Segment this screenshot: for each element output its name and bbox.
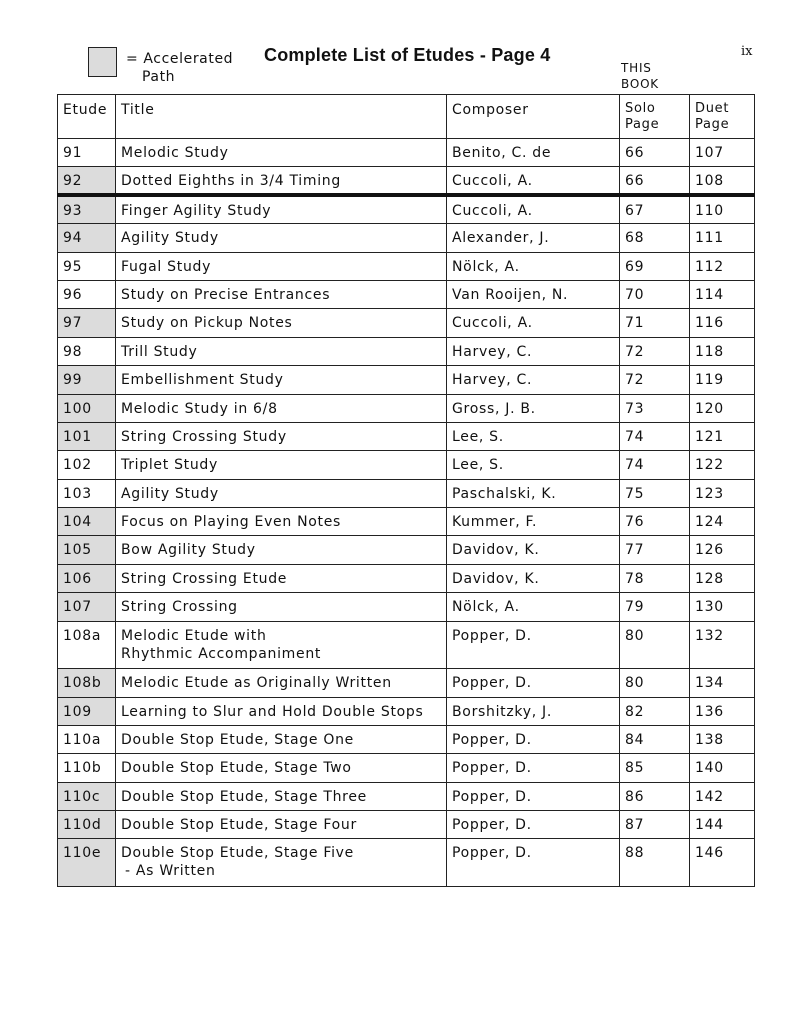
title-line1: Focus on Playing Even Notes bbox=[121, 514, 342, 531]
solo-page-cell: 74 bbox=[620, 422, 690, 450]
title-line1: String Crossing bbox=[121, 599, 238, 616]
table-row bbox=[58, 224, 755, 252]
solo-page-cell: 85 bbox=[620, 754, 690, 782]
composer-cell: Paschalski, K. bbox=[447, 479, 620, 507]
etude-cell: 110b bbox=[58, 754, 116, 782]
title-cell bbox=[116, 621, 447, 669]
title-line1: Triplet Study bbox=[121, 457, 218, 474]
solo-page-cell: 66 bbox=[620, 139, 690, 167]
duet-page-cell: 121 bbox=[690, 422, 755, 450]
solo-page-cell: 72 bbox=[620, 337, 690, 365]
composer-cell: Nölck, A. bbox=[447, 593, 620, 621]
title-cell bbox=[116, 167, 447, 195]
composer-cell: Popper, D. bbox=[447, 621, 620, 669]
etude-table bbox=[57, 94, 755, 887]
title-line1: Agility Study bbox=[121, 485, 219, 502]
title-cell bbox=[116, 754, 447, 782]
solo-page-cell: 86 bbox=[620, 782, 690, 810]
table-row bbox=[58, 564, 755, 592]
title-cell bbox=[116, 422, 447, 450]
duet-page-cell: 128 bbox=[690, 564, 755, 592]
solo-page-cell: 88 bbox=[620, 839, 690, 887]
etude-cell: 107 bbox=[58, 593, 116, 621]
title-cell bbox=[116, 725, 447, 753]
duet-page-cell: 144 bbox=[690, 811, 755, 839]
table-row bbox=[58, 422, 755, 450]
title-line1: Melodic Etude as Originally Written bbox=[121, 675, 392, 692]
title-line1: Double Stop Etude, Stage Three bbox=[121, 788, 367, 805]
solo-page-cell: 77 bbox=[620, 536, 690, 564]
title-cell bbox=[116, 252, 447, 280]
composer-cell: Popper, D. bbox=[447, 754, 620, 782]
etude-cell: 110e bbox=[58, 839, 116, 887]
etude-cell: 110d bbox=[58, 811, 116, 839]
table-row bbox=[58, 697, 755, 725]
title-line1: Study on Pickup Notes bbox=[121, 315, 293, 332]
etude-cell: 99 bbox=[58, 366, 116, 394]
etude-table-body bbox=[58, 139, 755, 887]
title-line1: Melodic Etude with bbox=[121, 627, 267, 644]
composer-cell: Benito, C. de bbox=[447, 139, 620, 167]
table-row bbox=[58, 139, 755, 167]
duet-page-cell: 138 bbox=[690, 725, 755, 753]
solo-page-cell: 68 bbox=[620, 224, 690, 252]
table-row bbox=[58, 252, 755, 280]
title-cell bbox=[116, 366, 447, 394]
solo-page-cell: 70 bbox=[620, 280, 690, 308]
title-line1: Study on Precise Entrances bbox=[121, 286, 331, 303]
solo-page-cell: 87 bbox=[620, 811, 690, 839]
title-line1: Double Stop Etude, Stage Two bbox=[121, 760, 352, 777]
title-cell bbox=[116, 280, 447, 308]
etude-cell: 92 bbox=[58, 167, 116, 195]
accelerated-path-legend bbox=[126, 50, 233, 86]
etude-cell: 103 bbox=[58, 479, 116, 507]
composer-cell: Lee, S. bbox=[447, 422, 620, 450]
composer-cell: Harvey, C. bbox=[447, 366, 620, 394]
etude-cell: 106 bbox=[58, 564, 116, 592]
title-cell bbox=[116, 508, 447, 536]
composer-cell: Popper, D. bbox=[447, 725, 620, 753]
duet-page-cell: 126 bbox=[690, 536, 755, 564]
title-cell bbox=[116, 337, 447, 365]
header-solo-page bbox=[620, 95, 690, 139]
composer-cell: Nölck, A. bbox=[447, 252, 620, 280]
duet-page-cell: 112 bbox=[690, 252, 755, 280]
table-row bbox=[58, 782, 755, 810]
composer-cell: Borshitzky, J. bbox=[447, 697, 620, 725]
duet-page-cell: 124 bbox=[690, 508, 755, 536]
duet-page-cell: 107 bbox=[690, 139, 755, 167]
page-number: ix bbox=[741, 44, 753, 59]
title-cell bbox=[116, 782, 447, 810]
composer-cell: Lee, S. bbox=[447, 451, 620, 479]
etude-cell: 109 bbox=[58, 697, 116, 725]
table-row bbox=[58, 725, 755, 753]
etude-cell: 98 bbox=[58, 337, 116, 365]
duet-page-cell: 140 bbox=[690, 754, 755, 782]
title-line1: Embellishment Study bbox=[121, 372, 284, 389]
solo-page-cell: 72 bbox=[620, 366, 690, 394]
title-cell bbox=[116, 593, 447, 621]
title-cell bbox=[116, 564, 447, 592]
title-line1: Fugal Study bbox=[121, 258, 212, 275]
table-row bbox=[58, 811, 755, 839]
composer-cell: Kummer, F. bbox=[447, 508, 620, 536]
duet-page-cell: 118 bbox=[690, 337, 755, 365]
title-line1: Trill Study bbox=[121, 343, 198, 360]
etude-cell: 101 bbox=[58, 422, 116, 450]
composer-cell: Popper, D. bbox=[447, 669, 620, 697]
composer-cell: Davidov, K. bbox=[447, 536, 620, 564]
header-duet-line2: Page bbox=[695, 117, 730, 132]
header-title: Title bbox=[116, 95, 447, 139]
title-line1: Double Stop Etude, Stage Four bbox=[121, 817, 357, 834]
header-duet-line1: Duet bbox=[695, 101, 730, 116]
title-cell bbox=[116, 451, 447, 479]
etude-cell: 110a bbox=[58, 725, 116, 753]
solo-page-cell: 78 bbox=[620, 564, 690, 592]
composer-cell: Cuccoli, A. bbox=[447, 195, 620, 223]
etude-cell: 105 bbox=[58, 536, 116, 564]
duet-page-cell: 132 bbox=[690, 621, 755, 669]
solo-page-cell: 71 bbox=[620, 309, 690, 337]
table-row bbox=[58, 195, 755, 223]
title-line1: Melodic Study in 6/8 bbox=[121, 400, 278, 417]
etude-cell: 97 bbox=[58, 309, 116, 337]
header-solo-line2: Page bbox=[625, 117, 660, 132]
header-solo-line1: Solo bbox=[625, 101, 656, 116]
etude-cell: 95 bbox=[58, 252, 116, 280]
header-composer: Composer bbox=[447, 95, 620, 139]
table-row bbox=[58, 167, 755, 195]
table-row bbox=[58, 754, 755, 782]
table-row bbox=[58, 839, 755, 887]
table-row bbox=[58, 394, 755, 422]
this-book-line1: THIS bbox=[621, 61, 652, 75]
title-cell bbox=[116, 839, 447, 887]
solo-page-cell: 74 bbox=[620, 451, 690, 479]
title-cell bbox=[116, 536, 447, 564]
title-line1: Melodic Study bbox=[121, 145, 229, 161]
duet-page-cell: 119 bbox=[690, 366, 755, 394]
title-cell bbox=[116, 224, 447, 252]
solo-page-cell: 69 bbox=[620, 252, 690, 280]
table-row bbox=[58, 366, 755, 394]
composer-cell: Gross, J. B. bbox=[447, 394, 620, 422]
etude-cell: 108a bbox=[58, 621, 116, 669]
table-row bbox=[58, 451, 755, 479]
title-line2: Rhythmic Accompaniment bbox=[121, 645, 322, 662]
composer-cell: Cuccoli, A. bbox=[447, 167, 620, 195]
composer-cell: Popper, D. bbox=[447, 811, 620, 839]
title-line1: Bow Agility Study bbox=[121, 542, 256, 559]
page-title: Complete List of Etudes - Page 4 bbox=[264, 45, 551, 65]
title-cell bbox=[116, 394, 447, 422]
header-etude: Etude bbox=[58, 95, 116, 139]
duet-page-cell: 136 bbox=[690, 697, 755, 725]
title-line1: String Crossing Study bbox=[121, 428, 287, 445]
table-row bbox=[58, 280, 755, 308]
solo-page-cell: 79 bbox=[620, 593, 690, 621]
table-row bbox=[58, 536, 755, 564]
etude-cell: 93 bbox=[58, 195, 116, 223]
title-line2: - As Written bbox=[125, 863, 216, 880]
etude-cell: 96 bbox=[58, 280, 116, 308]
etude-cell: 104 bbox=[58, 508, 116, 536]
table-row bbox=[58, 669, 755, 697]
duet-page-cell: 108 bbox=[690, 167, 755, 195]
table-header-row bbox=[58, 95, 755, 139]
solo-page-cell: 67 bbox=[620, 195, 690, 223]
composer-cell: Davidov, K. bbox=[447, 564, 620, 592]
title-line1: Agility Study bbox=[121, 230, 219, 247]
table-row bbox=[58, 337, 755, 365]
duet-page-cell: 111 bbox=[690, 224, 755, 252]
duet-page-cell: 120 bbox=[690, 394, 755, 422]
etude-cell: 110c bbox=[58, 782, 116, 810]
etude-cell: 91 bbox=[58, 139, 116, 167]
composer-cell: Cuccoli, A. bbox=[447, 309, 620, 337]
title-cell bbox=[116, 811, 447, 839]
title-cell bbox=[116, 697, 447, 725]
title-cell bbox=[116, 479, 447, 507]
etude-cell: 100 bbox=[58, 394, 116, 422]
duet-page-cell: 116 bbox=[690, 309, 755, 337]
title-line1: Learning to Slur and Hold Double Stops bbox=[121, 703, 424, 720]
duet-page-cell: 110 bbox=[690, 195, 755, 223]
composer-cell: Popper, D. bbox=[447, 839, 620, 887]
title-cell bbox=[116, 195, 447, 223]
duet-page-cell: 123 bbox=[690, 479, 755, 507]
title-line1: Double Stop Etude, Stage Five bbox=[121, 845, 354, 862]
accelerated-path-swatch bbox=[88, 47, 117, 77]
table-row bbox=[58, 479, 755, 507]
duet-page-cell: 142 bbox=[690, 782, 755, 810]
solo-page-cell: 80 bbox=[620, 669, 690, 697]
composer-cell: Van Rooijen, N. bbox=[447, 280, 620, 308]
duet-page-cell: 134 bbox=[690, 669, 755, 697]
legend-label-line1: = Accelerated bbox=[126, 51, 234, 67]
table-row bbox=[58, 593, 755, 621]
etude-cell: 102 bbox=[58, 451, 116, 479]
solo-page-cell: 73 bbox=[620, 394, 690, 422]
solo-page-cell: 75 bbox=[620, 479, 690, 507]
solo-page-cell: 82 bbox=[620, 697, 690, 725]
this-book-label bbox=[621, 60, 659, 92]
table-row bbox=[58, 508, 755, 536]
duet-page-cell: 122 bbox=[690, 451, 755, 479]
title-line1: String Crossing Etude bbox=[121, 570, 288, 587]
solo-page-cell: 66 bbox=[620, 167, 690, 195]
title-line1: Finger Agility Study bbox=[121, 203, 272, 220]
composer-cell: Popper, D. bbox=[447, 782, 620, 810]
solo-page-cell: 84 bbox=[620, 725, 690, 753]
etude-cell: 108b bbox=[58, 669, 116, 697]
header-duet-page bbox=[690, 95, 755, 139]
table-row bbox=[58, 309, 755, 337]
duet-page-cell: 130 bbox=[690, 593, 755, 621]
legend-label-line2: Path bbox=[142, 69, 176, 85]
composer-cell: Harvey, C. bbox=[447, 337, 620, 365]
duet-page-cell: 146 bbox=[690, 839, 755, 887]
duet-page-cell: 114 bbox=[690, 280, 755, 308]
etude-cell: 94 bbox=[58, 224, 116, 252]
title-line1: Dotted Eighths in 3/4 Timing bbox=[121, 173, 341, 190]
title-line1: Double Stop Etude, Stage One bbox=[121, 731, 354, 748]
title-cell bbox=[116, 309, 447, 337]
title-cell bbox=[116, 139, 447, 167]
this-book-line2: BOOK bbox=[621, 77, 659, 91]
solo-page-cell: 76 bbox=[620, 508, 690, 536]
composer-cell: Alexander, J. bbox=[447, 224, 620, 252]
table-row bbox=[58, 621, 755, 669]
solo-page-cell: 80 bbox=[620, 621, 690, 669]
title-cell bbox=[116, 669, 447, 697]
